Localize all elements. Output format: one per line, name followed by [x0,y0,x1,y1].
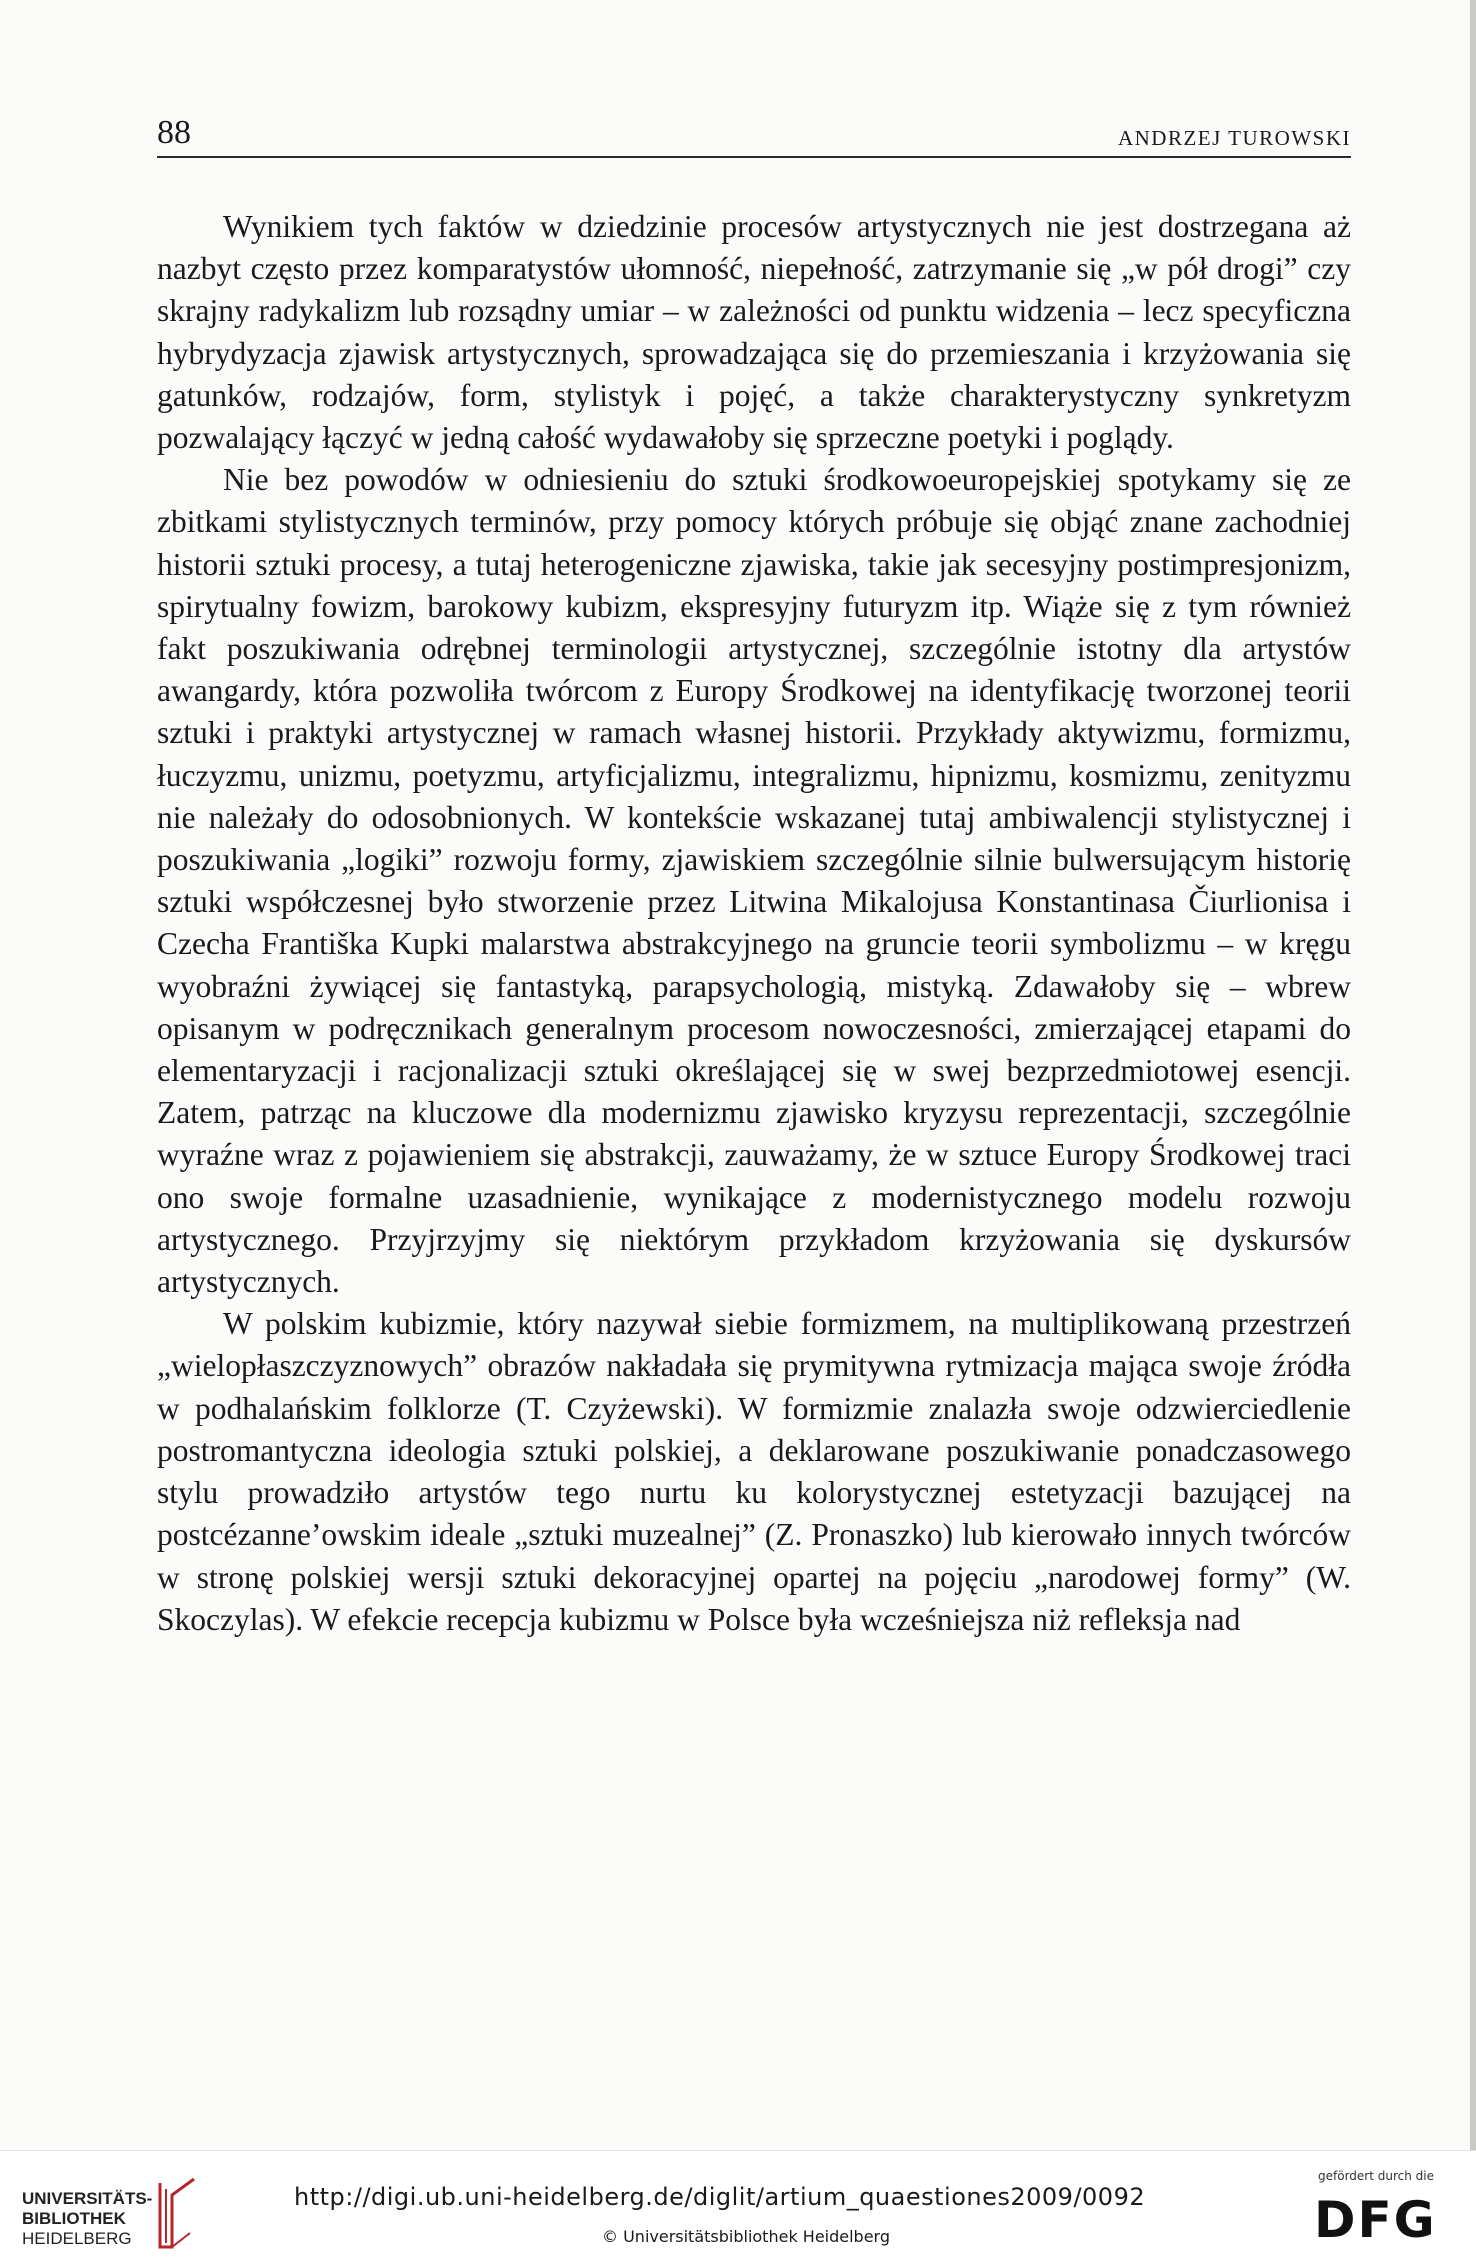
library-logo[interactable] [22,2189,152,2249]
document-url-link[interactable]: http://digi.ub.uni-heidelberg.de/diglit/artium_quaestiones2009/0092 [294,2183,1146,2211]
viewer-footer [0,2150,1476,2260]
body-text [157,206,1351,1641]
page-number: 88 [157,114,191,151]
page-header [157,110,1351,158]
running-head: ANDRZEJ TUROWSKI [1117,126,1351,150]
copyright-notice: © Universitätsbibliothek Heidelberg [602,2227,891,2246]
dfg-logo[interactable]: DFG [1314,2191,1437,2249]
paragraph: W polskim kubizmie, który nazywał siebie formizmem, na multiplikowaną przestrzeń „wielopłaszczyznowych” obrazów nakładała się prymitywna rytmizacja mająca swoje źródła w podhalańskim folklorze (T. Czyżewski). W formizmie znalazła swoje odzwierciedlenie postromantyczna ideologia sztuki polskiej, a deklarowane poszukiwanie ponadczasowego stylu prowadziło artystów tego nurtu ku kolorystycznej estetyzacji bazującej na postcézanne’owskim ideale „sztuki muzealnej” (Z. Pronaszko) lub kierowało innych twórców w stronę polskiej wersji sztuki dekoracyjnej opartej na pojęciu „narodowej formy” (W. Skoczylas). W efekcie recepcja kubizmu w Polsce była wcześniejsza niż refleksja nad [157,1306,1351,1637]
library-name-line: HEIDELBERG [22,2229,132,2248]
paragraph: Nie bez powodów w odniesieniu do sztuki środkowoeuropejskiej spotykamy się ze zbitkami stylistycznych terminów, przy pomocy których próbuje się objąć znane zachodniej historii sztuki procesy, a tutaj heterogeniczne zjawiska, takie jak secesyjny postimpresjonizm, spirytualny fowizm, barokowy kubizm, ekspresyjny futuryzm itp. Wiąże się z tym również fakt poszukiwania odrębnej terminologii artystycznej, szczególnie istotny dla artystów awangardy, która pozwoliła twórcom z Europy Środkowej na identyfikację tworzonej teorii sztuki i praktyki artystycznej w ramach własnej historii. Przykłady aktywizmu, formizmu, łuczyzmu, unizmu, poetyzmu, artyficjalizmu, integralizmu, hipnizmu, kosmizmu, zenityzmu nie należały do odosobnionych. W kontekście wskazanej tutaj ambiwalencji stylistycznej i poszukiwania „logiki” rozwoju formy, zjawiskiem szczególnie silnie bulwersującym historię sztuki współczesnej było stworzenie przez Litwina Mikalojusa Konstantinasa Čiurlionisa i Czecha Františka Kupki malarstwa abstrakcyjnego na gruncie teorii symbolizmu – w kręgu wyobraźni żywiącej się fantastyką, parapsychologią, mistyką. Zdawałoby się – wbrew opisanym w podręcznikach generalnym procesom nowoczesności, zmierzającej etapami do elementaryzacji i racjonalizacji sztuki określającej się w swej bezprzedmiotowej esencji. Zatem, patrząc na kluczowe dla modernizmu zjawisko kryzysu reprezentacji, szczególnie wyraźne wraz z pojawieniem się abstrakcji, zauważamy, że w sztuce Europy Środkowej traci ono swoje formalne uzasadnienie, wynikające z modernistycznego modelu rozwoju artystycznego. Przyjrzyjmy się niektórym przykładom krzyżowania się dyskursów artystycznych. [157,462,1351,1300]
funder-note: gefördert durch die [1318,2169,1434,2183]
library-mark-icon [150,2173,204,2251]
library-name-line: BIBLIOTHEK [22,2209,126,2228]
library-name-line: UNIVERSITÄTS- [22,2189,153,2208]
paragraph: Wynikiem tych faktów w dziedzinie procesów artystycznych nie jest dostrzegana aż nazbyt często przez komparatystów ułomność, niepełność, zatrzymanie się „w pół drogi” czy skrajny radykalizm lub rozsądny umiar – w zależności od punktu widzenia – lecz specyficzna hybrydyzacja zjawisk artystycznych, sprowadzająca się do przemieszania i krzyżowania się gatunków, rodzajów, form, stylistyk i pojęć, a także charakterystyczny synkretyzm pozwalający łączyć w jedną całość wydawałoby się sprzeczne poetyki i poglądy. [157,209,1351,456]
